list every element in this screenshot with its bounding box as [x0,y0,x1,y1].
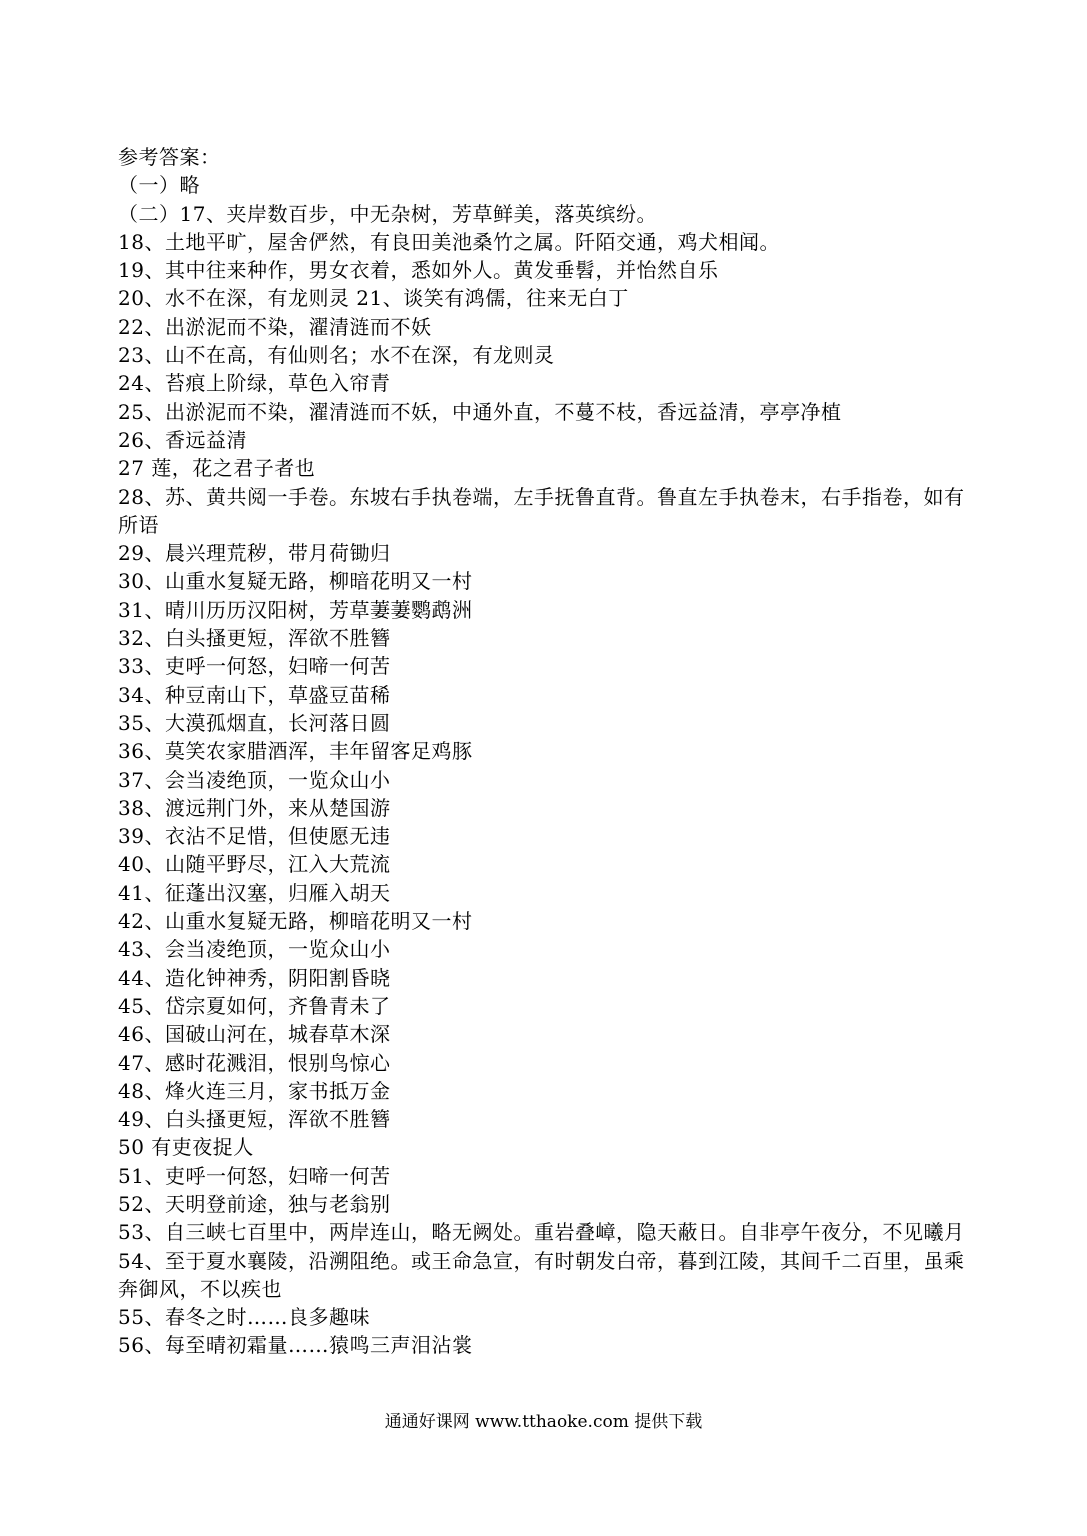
answer-line: 41、征蓬出汉塞，归雁入胡天 [118,880,391,905]
answer-line: 45、岱宗夏如何，齐鲁青未了 [118,993,391,1018]
answer-line: （二）17、夹岸数百步，中无杂树，芳草鲜美，落英缤纷。 [118,201,657,226]
answer-line: 47、感时花溅泪，恨别鸟惊心 [118,1050,391,1075]
answer-line: 32、白头搔更短，浑欲不胜簪 [118,626,391,651]
answer-document [118,143,978,1360]
answer-line: 36、莫笑农家腊酒浑，丰年留客足鸡豚 [118,739,473,764]
answer-line: （一）略 [118,173,200,198]
answer-line: 19、其中往来种作，男女衣着，悉如外人。黄发垂髫，并怡然自乐 [118,258,719,283]
answer-line: 33、吏呼一何怒，妇啼一何苦 [118,654,391,679]
answer-line: 50 有吏夜捉人 [118,1135,254,1160]
answer-line: 46、国破山河在，城春草木深 [118,1022,391,1047]
answer-line: 56、每至晴初霜量……猿鸣三声泪沾裳 [118,1333,473,1358]
answers-heading: 参考答案： [118,145,221,169]
answer-line: 48、烽火连三月，家书抵万金 [118,1078,391,1103]
answer-line: 29、晨兴理荒秽，带月荷锄归 [118,541,391,566]
answer-line: 25、出淤泥而不染，濯清涟而不妖，中通外直，不蔓不枝，香远益清，亭亭净植 [118,399,842,424]
answer-line: 49、白头搔更短，浑欲不胜簪 [118,1107,391,1132]
answer-line: 26、香远益清 [118,427,247,452]
answer-line: 38、渡远荆门外，来从楚国游 [118,795,391,820]
answer-line: 18、土地平旷，屋舍俨然，有良田美池桑竹之属。阡陌交通，鸡犬相闻。 [118,229,780,254]
answer-line: 43、会当凌绝顶，一览众山小 [118,937,391,962]
answer-line: 20、水不在深，有龙则灵 21、谈笑有鸿儒，往来无白丁 [118,286,629,311]
answer-line: 55、春冬之时……良多趣味 [118,1305,370,1330]
answer-line: 37、会当凌绝顶，一览众山小 [118,767,391,792]
answer-line: 30、山重水复疑无路，柳暗花明又一村 [118,569,473,594]
answer-line: 40、山随平野尽，江入大荒流 [118,852,391,877]
answer-line: 22、出淤泥而不染，濯清涟而不妖 [118,314,432,339]
answer-line: 51、吏呼一何怒，妇啼一何苦 [118,1163,391,1188]
answer-line: 44、造化钟神秀，阴阳割昏晓 [118,965,391,990]
footer-watermark: 通通好课网 www.tthaoke.com 提供下载 [384,1412,703,1432]
answer-line: 35、大漠孤烟直，长河落日圆 [118,710,391,735]
answer-line: 31、晴川历历汉阳树，芳草萋萋鹦鹉洲 [118,597,473,622]
answer-line: 23、山不在高，有仙则名；水不在深，有龙则灵 [118,343,555,368]
answer-line: 28、苏、黄共阅一手卷。东坡右手执卷端，左手抚鲁直背。鲁直左手执卷末，右手指卷，如有所语 [118,484,965,537]
answer-line: 54、至于夏水襄陵，沿溯阻绝。或王命急宣，有时朝发白帝，暮到江陵，其间千二百里，虽乘奔御风，不以疾也 [118,1248,965,1301]
answer-line: 52、天明登前途，独与老翁别 [118,1191,391,1216]
answer-line: 39、衣沾不足惜，但使愿无违 [118,824,391,849]
answer-line: 42、山重水复疑无路，柳暗花明又一村 [118,909,473,934]
answer-line: 24、苔痕上阶绿，草色入帘青 [118,371,391,396]
answer-line: 53、自三峡七百里中，两岸连山，略无阙处。重岩叠嶂，隐天蔽日。自非亭午夜分，不见曦月 [118,1220,965,1245]
answer-line: 27 莲，花之君子者也 [118,456,316,481]
answer-line: 34、种豆南山下，草盛豆苗稀 [118,682,391,707]
